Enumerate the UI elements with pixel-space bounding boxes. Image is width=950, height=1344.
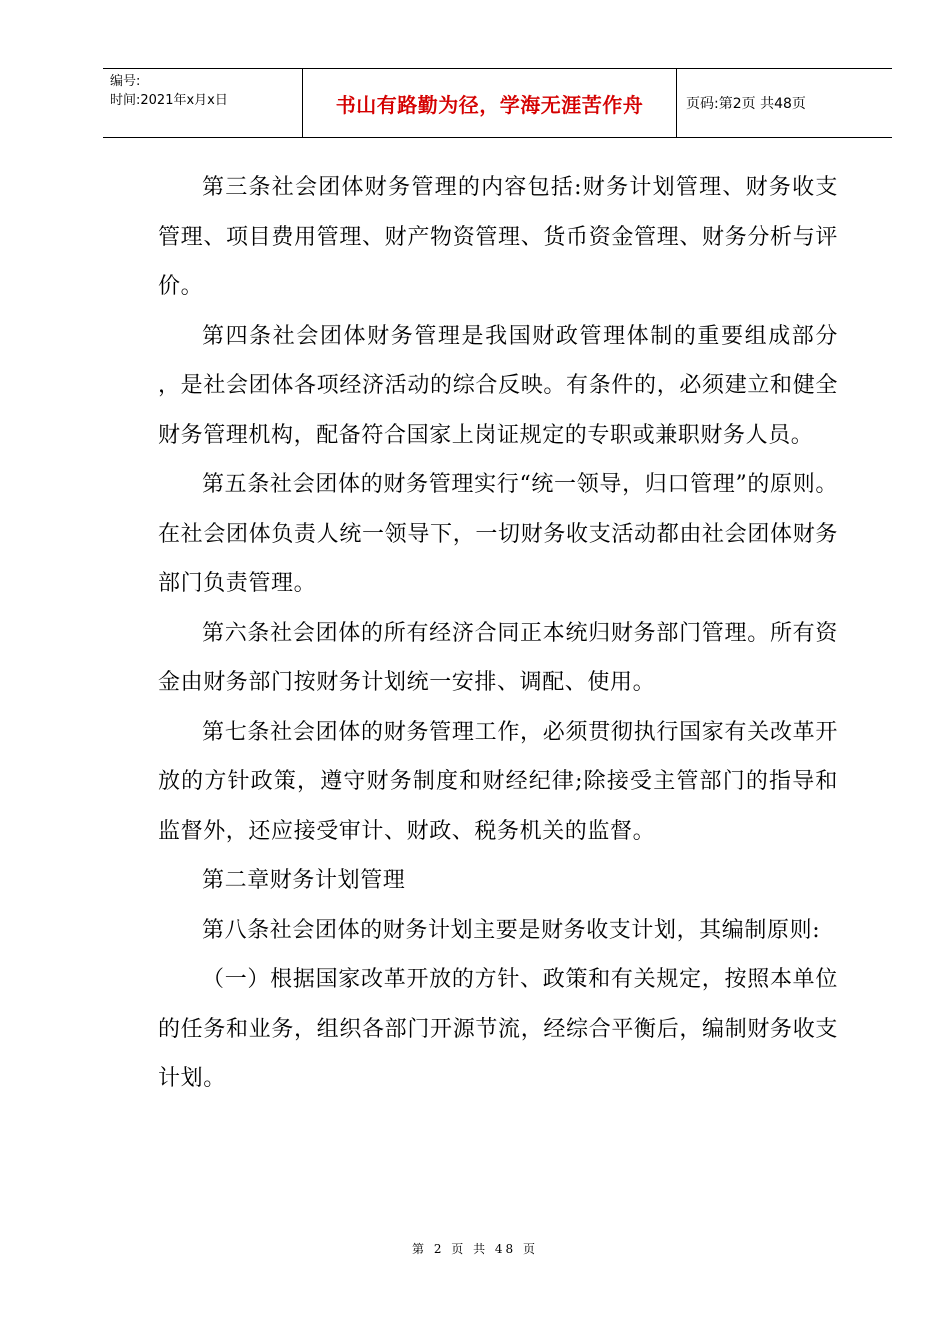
paragraph-article-4: 第四条社会团体财务管理是我国财政管理体制的重要组成部分 ，是社会团体各项经济活动的综合反映。有条件的，必须建立和健全财务管理机构，配备符合国家上岗证规定的专职或兼职财务人员。 [158,323,838,448]
paragraph-article-6: 第六条社会团体的所有经济合同正本统归财务部门管理。所有资金由财务部门按财务计划统一安排、调配、使用。 [158,620,838,695]
header-motto-cell [303,69,677,137]
page-header [103,68,892,138]
document-body [158,163,838,1104]
paragraph-article-3: 第三条社会团体财务管理的内容包括:财务计划管理、财务收支管理、项目费用管理、财产物资管理、货币资金管理、财务分析与评价。 [158,175,838,299]
page-footer: 第 2 页 共 48 页 [412,1242,538,1256]
header-page-cell [677,69,892,137]
motto-text: 书山有路勤为径，学海无涯苦作舟 [335,92,644,117]
paragraph-item-1: （一）根据国家改革开放的方针、政策和有关规定，按照本单位的任务和业务，组织各部门开源节流，经综合平衡后，编制财务收支计划。 [158,967,838,1091]
number-label: 编号: [110,74,141,89]
header-meta [103,69,303,137]
chapter-heading: 第二章财务计划管理 [202,868,406,893]
paragraph-article-7: 第七条社会团体的财务管理工作，必须贯彻执行国家有关改革开放的方针政策，遵守财务制度和财经纪律;除接受主管部门的指导和监督外，还应接受审计、财政、税务机关的监督。 [158,719,838,844]
page-number-label: 页码:第2页 共48页 [686,96,806,112]
paragraph-article-5: 第五条社会团体的财务管理实行“统一领导，归口管理”的原则。在社会团体负责人统一领导下，一切财务收支活动都由社会团体财务部门负责管理。 [158,472,838,596]
paragraph-article-8: 第八条社会团体的财务计划主要是财务收支计划，其编制原则: [202,917,821,943]
time-label: 时间:2021年x月x日 [110,93,228,108]
